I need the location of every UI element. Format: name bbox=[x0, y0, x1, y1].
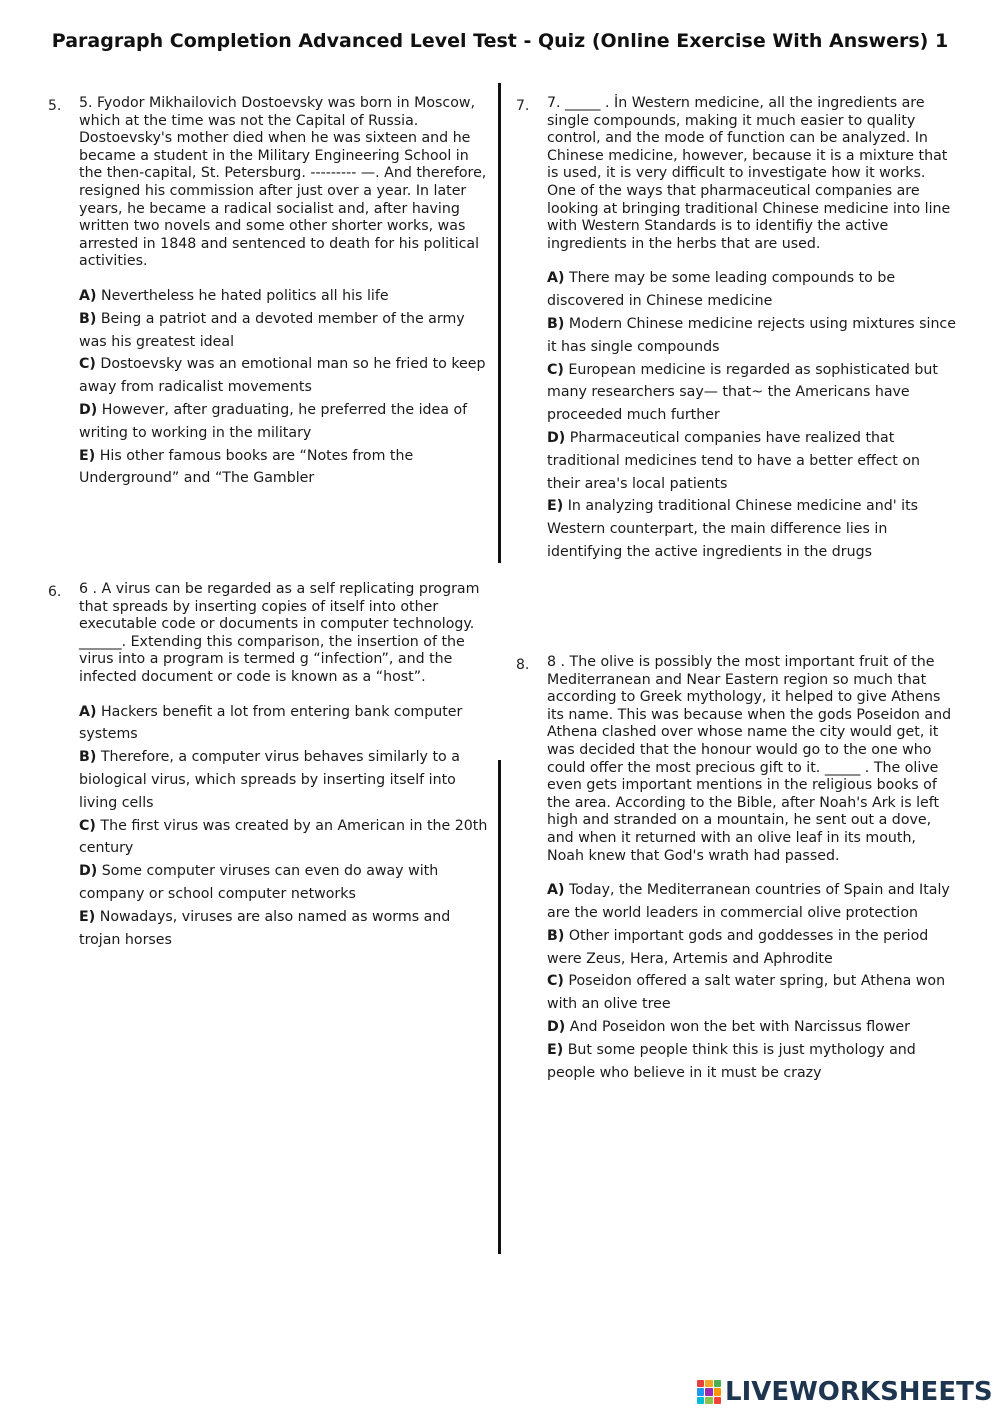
option-a[interactable] bbox=[79, 285, 489, 308]
option-letter: B) bbox=[547, 315, 565, 332]
question-stem: 6 . A virus can be regarded as a self replicating program that spreads by inserting copies of itself into other executable code or documents in computer technology. ______. Extending this comparison, the insertion of the virus into a program is termed g “infection”, and the infected document or code is known as a “host”. bbox=[79, 581, 480, 685]
option-letter: E) bbox=[547, 1041, 564, 1058]
option-b[interactable] bbox=[79, 746, 489, 814]
option-text: Nowadays, viruses are also named as worms and trojan horses bbox=[79, 908, 451, 948]
logo-cell bbox=[714, 1388, 721, 1395]
option-e[interactable] bbox=[547, 495, 957, 563]
logo-cell bbox=[705, 1388, 712, 1395]
option-text: Nevertheless he hated politics all his life bbox=[100, 287, 389, 304]
logo-cell bbox=[714, 1397, 721, 1404]
logo-cell bbox=[714, 1380, 721, 1387]
option-d[interactable] bbox=[79, 399, 489, 445]
option-letter: D) bbox=[547, 429, 566, 446]
option-text: Poseidon offered a salt water spring, but Athena won with an olive tree bbox=[547, 973, 946, 1013]
option-c[interactable] bbox=[79, 815, 489, 861]
question-7 bbox=[516, 95, 957, 564]
option-text: His other famous books are “Notes from the Underground” and “The Gambler bbox=[79, 447, 414, 487]
question-8 bbox=[516, 654, 957, 1084]
option-text: The first virus was created by an American in the 20th century bbox=[79, 817, 488, 857]
option-text: Being a patriot and a devoted member of the army was his greatest ideal bbox=[79, 310, 465, 350]
option-text: Dostoevsky was an emotional man so he fried to keep away from radicalist movements bbox=[79, 356, 486, 396]
option-text: Other important gods and goddesses in the period were Zeus, Hera, Artemis and Aphrodite bbox=[547, 927, 929, 967]
option-letter: E) bbox=[79, 447, 96, 464]
option-text: But some people think this is just mythology and people who believe in it must be crazy bbox=[547, 1041, 916, 1081]
logo-cell bbox=[697, 1397, 704, 1404]
logo-cell bbox=[705, 1380, 712, 1387]
option-c[interactable] bbox=[547, 359, 957, 427]
question-stem: 8 . The olive is possibly the most important fruit of the Mediterranean and Near Eastern region so much that according to Greek mythology, it helped to give Athens its name. This was because when the gods Poseidon and Athena clashed over whose name the city would get, it was decided that the honour would go to the one who could offer the most precious gift to it. _____ . The olive even gets important mentions in the religious books of the area. According to the Bible, after Noah's Ark is left high and stranded on a mountain, he sent out a dove, and when it returned with an olive leaf in its mouth, Noah knew that God's wrath had passed. bbox=[547, 654, 952, 864]
option-a[interactable] bbox=[547, 879, 957, 925]
option-letter: D) bbox=[547, 1018, 566, 1035]
option-e[interactable] bbox=[79, 906, 489, 952]
question-number: 8. bbox=[516, 657, 530, 673]
option-c[interactable] bbox=[547, 970, 957, 1016]
option-letter: A) bbox=[547, 882, 565, 899]
option-e[interactable] bbox=[547, 1039, 957, 1085]
option-letter: D) bbox=[79, 863, 98, 880]
question-number: 7. bbox=[516, 98, 530, 114]
option-b[interactable] bbox=[547, 925, 957, 971]
option-a[interactable] bbox=[79, 701, 489, 747]
option-letter: C) bbox=[79, 817, 96, 834]
option-c[interactable] bbox=[79, 353, 489, 399]
option-b[interactable] bbox=[79, 308, 489, 354]
question-stem: 7. _____ . İn Western medicine, all the ingredients are single compounds, making it much easier to quality control, and the mode of function can be analyzed. In Chinese medicine, however, because it is a mixture that is used, it is very difficult to investigate how it works. One of the ways that pharmaceutical companies are looking at bringing traditional Chinese medicine into line with Western Standards is to identifiy the active ingredients in the herbs that are used. bbox=[547, 95, 951, 252]
option-e[interactable] bbox=[79, 445, 489, 491]
column-divider-top bbox=[498, 83, 501, 563]
option-d[interactable] bbox=[79, 860, 489, 906]
logo-cell bbox=[697, 1388, 704, 1395]
option-b[interactable] bbox=[547, 313, 957, 359]
option-letter: A) bbox=[79, 703, 97, 720]
question-6 bbox=[48, 581, 489, 951]
option-text: European medicine is regarded as sophisticated but many researchers say— that~ the Americans have proceeded much further bbox=[547, 361, 938, 424]
page-title: Paragraph Completion Advanced Level Test - Quiz (Online Exercise With Answers) 1 bbox=[51, 30, 949, 52]
option-d[interactable] bbox=[547, 1016, 957, 1039]
option-letter: B) bbox=[547, 927, 565, 944]
option-text: Therefore, a computer virus behaves similarly to a biological virus, which spreads by inserting itself into living cells bbox=[79, 749, 460, 811]
option-letter: E) bbox=[79, 908, 96, 925]
option-text: And Poseidon won the bet with Narcissus flower bbox=[569, 1018, 910, 1035]
logo-text: LIVEWORKSHEETS bbox=[725, 1377, 993, 1407]
option-text: However, after graduating, he preferred the idea of writing to working in the military bbox=[79, 401, 468, 441]
option-letter: C) bbox=[547, 973, 564, 990]
option-text: In analyzing traditional Chinese medicine and' its Western counterpart, the main difference lies in identifying the active ingredients in the drugs bbox=[547, 498, 919, 560]
option-text: Hackers benefit a lot from entering bank computer systems bbox=[79, 703, 463, 743]
option-text: There may be some leading compounds to be discovered in Chinese medicine bbox=[547, 270, 896, 310]
option-a[interactable] bbox=[547, 267, 957, 313]
option-text: Modern Chinese medicine rejects using mixtures since it has single compounds bbox=[547, 315, 956, 355]
option-letter: C) bbox=[547, 361, 564, 378]
question-number: 5. bbox=[48, 98, 62, 114]
logo-grid-icon bbox=[697, 1380, 721, 1404]
option-text: Today, the Mediterranean countries of Spain and Italy are the world leaders in commercial olive protection bbox=[547, 882, 950, 921]
option-letter: C) bbox=[79, 356, 96, 373]
question-number: 6. bbox=[48, 584, 62, 600]
question-stem: 5. Fyodor Mikhailovich Dostoevsky was born in Moscow, which at the time was not the Capital of Russia. Dostoevsky's mother died when he was sixteen and he became a student in the Military Engineering School in the then-capital, St. Petersburg. --------- —. And therefore, resigned his commission after just over a year. In later years, he became a radical socialist and, after having written two novels and some other shorter works, was arrested in 1848 and sentenced to death for his political activities. bbox=[79, 95, 487, 270]
option-letter: A) bbox=[79, 287, 97, 304]
question-5 bbox=[48, 95, 489, 490]
option-text: Some computer viruses can even do away with company or school computer networks bbox=[79, 863, 439, 902]
liveworksheets-logo[interactable] bbox=[697, 1377, 993, 1407]
option-text: Pharmaceutical companies have realized that traditional medicines tend to have a better effect on their area's local patients bbox=[547, 429, 921, 492]
option-letter: E) bbox=[547, 498, 564, 515]
logo-cell bbox=[705, 1397, 712, 1404]
column-divider-bottom bbox=[498, 760, 501, 1254]
logo-cell bbox=[697, 1380, 704, 1387]
option-d[interactable] bbox=[547, 427, 957, 495]
option-letter: B) bbox=[79, 310, 97, 327]
option-letter: A) bbox=[547, 270, 565, 287]
option-letter: D) bbox=[79, 401, 98, 418]
option-letter: B) bbox=[79, 749, 97, 766]
